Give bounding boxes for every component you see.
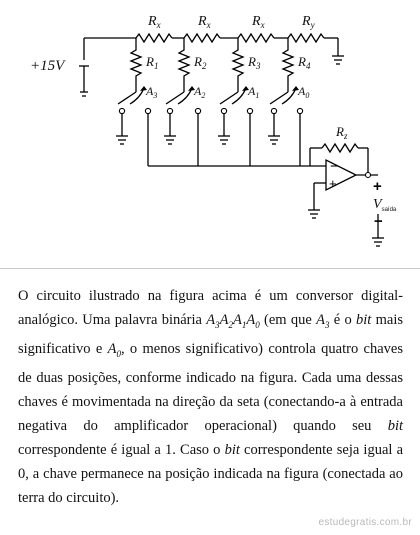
ladder-r-label-3: $R_x$: [252, 14, 265, 30]
branch-resistor-4: [283, 38, 293, 92]
question-paragraph: O circuito ilustrado na figura acima é um conversor digital-analógico. Uma palavra binária $A_3A_2A_1A_0$ (em que $A_3$ é o bit mais significativo e $A_0$, o menos significativo) controla quatro chaves de duas posições, conforme indicado na figura. Cada uma dessas chaves é movimentada na direção da seta (conectando-a à entrada negativa do amplificador operacional) quando seu bit correspondente é igual a 1. Caso o bit correspondente seja igual a 0, a chave permanece na posição indicada na figura (conectada ao terra do circuito).: [18, 288, 404, 506]
opamp-plus-sign: +: [329, 176, 337, 191]
ladder-resistor-3: [238, 34, 274, 42]
feedback-resistor: [322, 144, 358, 152]
opamp-minus-sign: −: [330, 158, 339, 175]
output-voltage-label: $V_{saída}$: [373, 197, 397, 213]
section-divider: [0, 268, 420, 269]
branch-resistor-2: [179, 38, 189, 92]
switch-label-a1: $A_1$: [248, 84, 260, 100]
binary-word: $A_3A_2A_1A_0$: [206, 312, 260, 330]
branch-resistor-1: [131, 38, 141, 92]
ladder-r-label-1: $R_x$: [148, 14, 161, 30]
switch-label-a3: $A_3$: [146, 84, 158, 100]
branch-r-label-3: $R_3$: [248, 54, 261, 71]
branch-r-label-2: $R_2$: [194, 54, 207, 71]
ladder-resistor-4: [288, 34, 324, 42]
switch-label-a0: $A_0$: [298, 84, 310, 100]
branch-r-label-1: $R_1$: [146, 54, 159, 71]
branch-resistor-3: [233, 38, 243, 92]
ladder-resistor-1: [136, 34, 172, 42]
ladder-resistor-2: [184, 34, 220, 42]
switch-label-a2: $A_2$: [194, 84, 206, 100]
ladder-r-label-2: $R_x$: [198, 14, 211, 30]
feedback-r-label: $R_z$: [336, 124, 348, 141]
output-minus-sign: −: [374, 213, 383, 230]
output-plus-sign: +: [373, 178, 382, 195]
supply-label: +15V: [30, 58, 65, 74]
ladder-r-label-4: $R_y$: [302, 14, 315, 30]
site-watermark: estudegratis.com.br: [318, 517, 412, 528]
branch-r-label-4: $R_4$: [298, 54, 311, 71]
